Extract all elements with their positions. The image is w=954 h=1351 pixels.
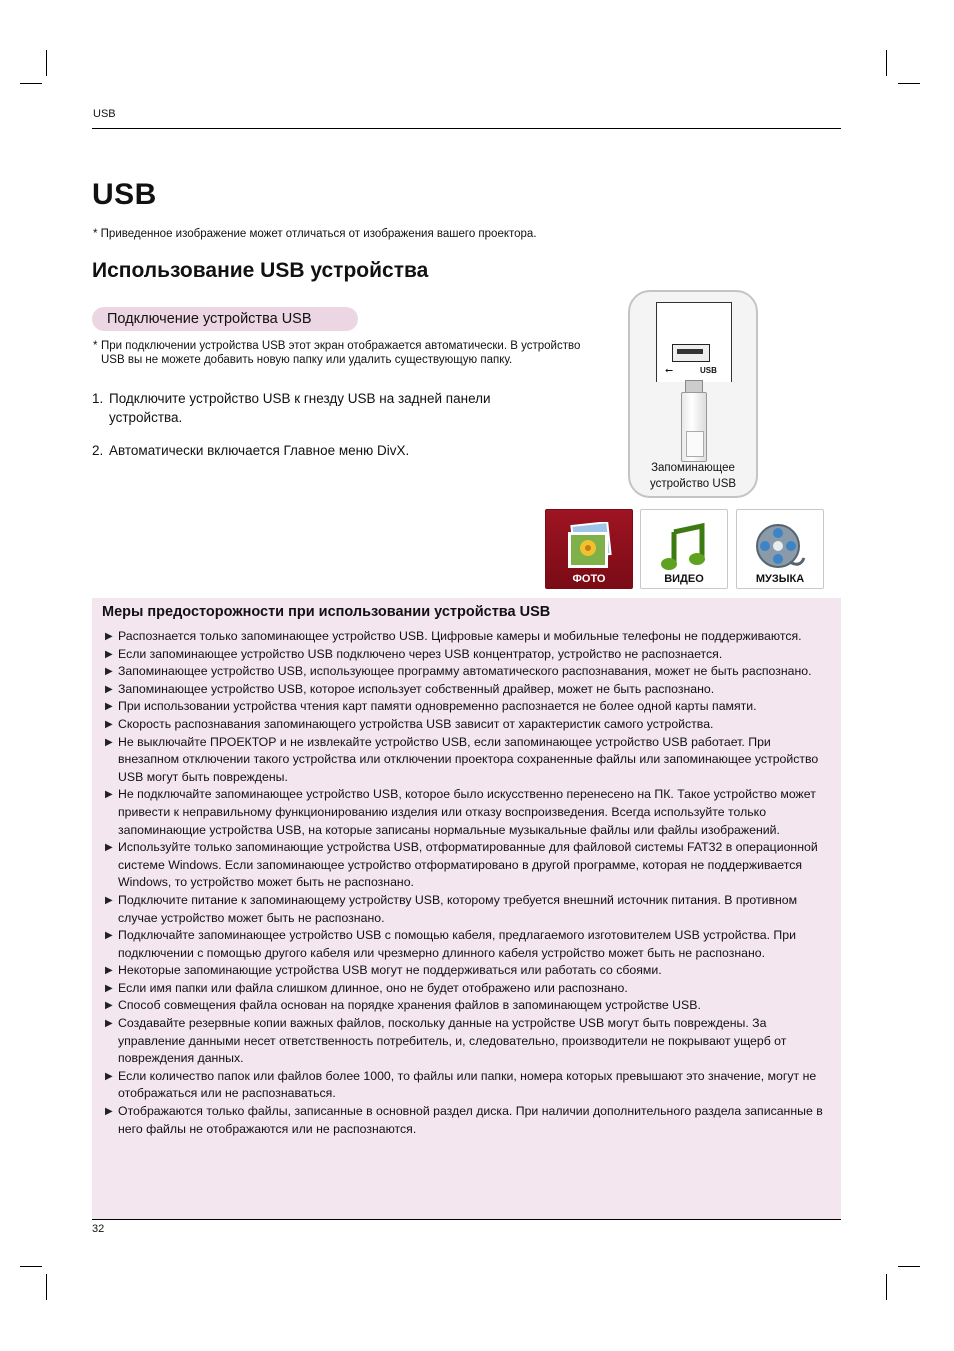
note-text: При подключении устройства USB этот экран отображается автоматически. В устройство USB вы не можете добавить новую папку или удалить существующую папку. [101,340,581,366]
caption-line: устройство USB [649,478,737,490]
list-item [102,646,831,664]
list-item [102,663,831,681]
section-title: Использование USB устройства [92,259,429,282]
usb-stick-icon [681,392,707,462]
step-item [92,441,562,460]
bullet-arrow-icon: ▶ [105,1106,113,1118]
list-item [102,1068,831,1103]
list-item [102,997,831,1015]
list-item-text: Используйте только запоминающие устройства USB, отформатированные для файловой системы FAT32 в операционной системе Windows. Если запоминающее устройство отформатировано в другой программе, которая не поддерживается Windows, то устройство может быть не распознано. [118,840,818,890]
list-item-text: Распознается только запоминающее устройство USB. Цифровые камеры и мобильные телефоны не поддерживаются. [118,629,802,643]
list-item-text: Не подключайте запоминающее устройство USB, которое было искусственно перенесено на ПК. Такое устройство может привести к неправильному функционированию изделия или отказу воспроизведения. Всегда используйте только запоминающие устройства USB, на которые записаны нормальные музыкальные файлы или файлы изображений. [118,787,816,837]
bullet-arrow-icon: ▶ [105,930,113,942]
menu-tile-photo[interactable] [545,509,633,589]
list-item-text: Подключите питание к запоминающему устройству USB, которому требуется внешний источник питания. В противном случае устройство может быть не распознано. [118,892,798,925]
list-item-text: Создавайте резервные копии важных файлов, поскольку данные на устройстве USB могут быть повреждены. За управление данными несет ответственность потребитель, и, следовательно, производители не покрывают ущерб от повреждения данных. [118,1016,787,1066]
header-label: USB [93,108,116,120]
image-note: * Приведенное изображение может отличаться от изображения вашего проектора. [93,228,537,240]
list-item-text: Если количество папок или файлов более 1000, то файлы или папки, номера которых превышают это значение, могут не отображаться или не распознаваться. [118,1068,817,1101]
list-item-text: Если имя папки или файла слишком длинное, оно не будет отображено или распознано. [118,980,628,995]
crop-mark [20,83,42,84]
auto-display-note [93,340,593,367]
step-text: Подключите устройство USB к гнезду USB на задней панели устройства. [109,391,491,425]
list-item-text: Некоторые запоминающие устройства USB могут не поддерживаться или работать со сбоями. [118,963,662,978]
subsection-pill: Подключение устройства USB [92,307,358,331]
list-item [102,962,831,980]
crop-mark [898,1266,920,1267]
bullet-arrow-icon: ▶ [105,683,113,695]
list-item [102,716,831,734]
list-item [102,786,831,839]
header-rule [92,128,841,129]
list-item [102,698,831,716]
list-item [102,1103,831,1138]
list-item-text: Подключайте запоминающее устройство USB с помощью кабеля, предлагаемого изготовителем USB устройства. При подключении с помощью другого кабеля или чрезмерно длинного кабеля устройство может быть не распознано. [118,928,796,960]
bullet-arrow-icon: ▶ [105,631,113,642]
device-caption [630,460,756,492]
menu-tile-video[interactable] [640,509,728,589]
bullet-arrow-icon: ▶ [105,718,113,730]
bullet-arrow-icon: ▶ [105,666,113,678]
list-item-text: Если запоминающее устройство USB подключено через USB концентратор, устройство не распознается. [118,646,723,661]
list-item-text: Скорость распознавания запоминающего устройства USB зависит от характеристик самого устройства. [118,716,714,731]
list-item [102,927,831,962]
list-item [102,892,831,927]
bullet-arrow-icon: ▶ [105,1018,113,1030]
bullet-arrow-icon: ▶ [105,1000,113,1012]
list-item-text: Запоминающее устройство USB, которое использует собственный драйвер, может не быть распознано. [118,681,715,696]
precautions-title: Меры предосторожности при использовании устройства USB [102,604,551,620]
menu-tile-music[interactable] [736,509,824,589]
tile-label: ФОТО [572,573,606,585]
bullet-arrow-icon: ▶ [105,648,113,660]
usb-symbol-icon: ⭠ [665,365,673,376]
precautions-box [92,598,841,1219]
bullet-arrow-icon: ▶ [105,701,113,713]
bullet-arrow-icon: ▶ [105,736,113,748]
crop-mark [886,50,887,76]
list-item-text: Способ совмещения файла основан на порядке хранения файлов в запоминающем устройстве USB. [118,998,701,1013]
crop-mark [20,1266,42,1267]
crop-mark [46,1274,47,1300]
list-item [102,980,831,998]
list-item-text: Запоминающее устройство USB, использующее программу автоматического распознавания, может не быть распознано. [118,664,812,679]
bullet-arrow-icon: ▶ [105,789,113,801]
bullet-arrow-icon: ▶ [105,842,113,854]
step-text: Автоматически включается Главное меню DivX. [109,443,410,458]
photo-icon [563,522,615,572]
list-item-text: Отображаются только файлы, записанные в основной раздел диска. При наличии дополнительного раздела записанные в него файлы не отображаются или не распознаются. [118,1104,823,1136]
music-note-icon [658,522,710,572]
crop-mark [886,1274,887,1300]
usb-port-label: USB [700,366,717,375]
page-title: USB [92,178,157,211]
bullet-arrow-icon: ▶ [105,894,113,906]
film-reel-icon [754,522,806,572]
crop-mark [898,83,920,84]
list-item [102,628,831,646]
step-number: 1. [92,391,104,406]
list-item-text: Не выключайте ПРОЕКТОР и не извлекайте устройство USB, если запоминающее устройство USB работает. При внезапном отключении такого устройства или отключении проектора сохраненные файлы или запоминающее устройство USB могут быть повреждены. [118,734,819,784]
step-item [92,389,562,427]
bullet-arrow-icon: ▶ [105,982,113,994]
list-item [102,839,831,892]
step-number: 2. [92,443,104,458]
bullet-arrow-icon: ▶ [105,1070,113,1082]
list-item [102,734,831,787]
tile-label: МУЗЫКА [755,573,805,585]
page-number: 32 [92,1223,105,1235]
list-item [102,681,831,699]
precautions-list [102,628,831,1138]
bullet-arrow-icon: ▶ [105,965,113,977]
list-item-text: При использовании устройства чтения карт памяти одновременно распознается не более одной карты памяти. [118,699,757,714]
usb-device-illustration [628,290,758,498]
footer-rule [92,1219,841,1220]
list-item [102,1015,831,1068]
caption-line: Запоминающее [651,462,735,474]
tile-label: ВИДЕО [664,573,704,585]
note-asterisk: * [93,340,98,352]
usb-port-icon [672,344,710,362]
crop-mark [46,50,47,76]
